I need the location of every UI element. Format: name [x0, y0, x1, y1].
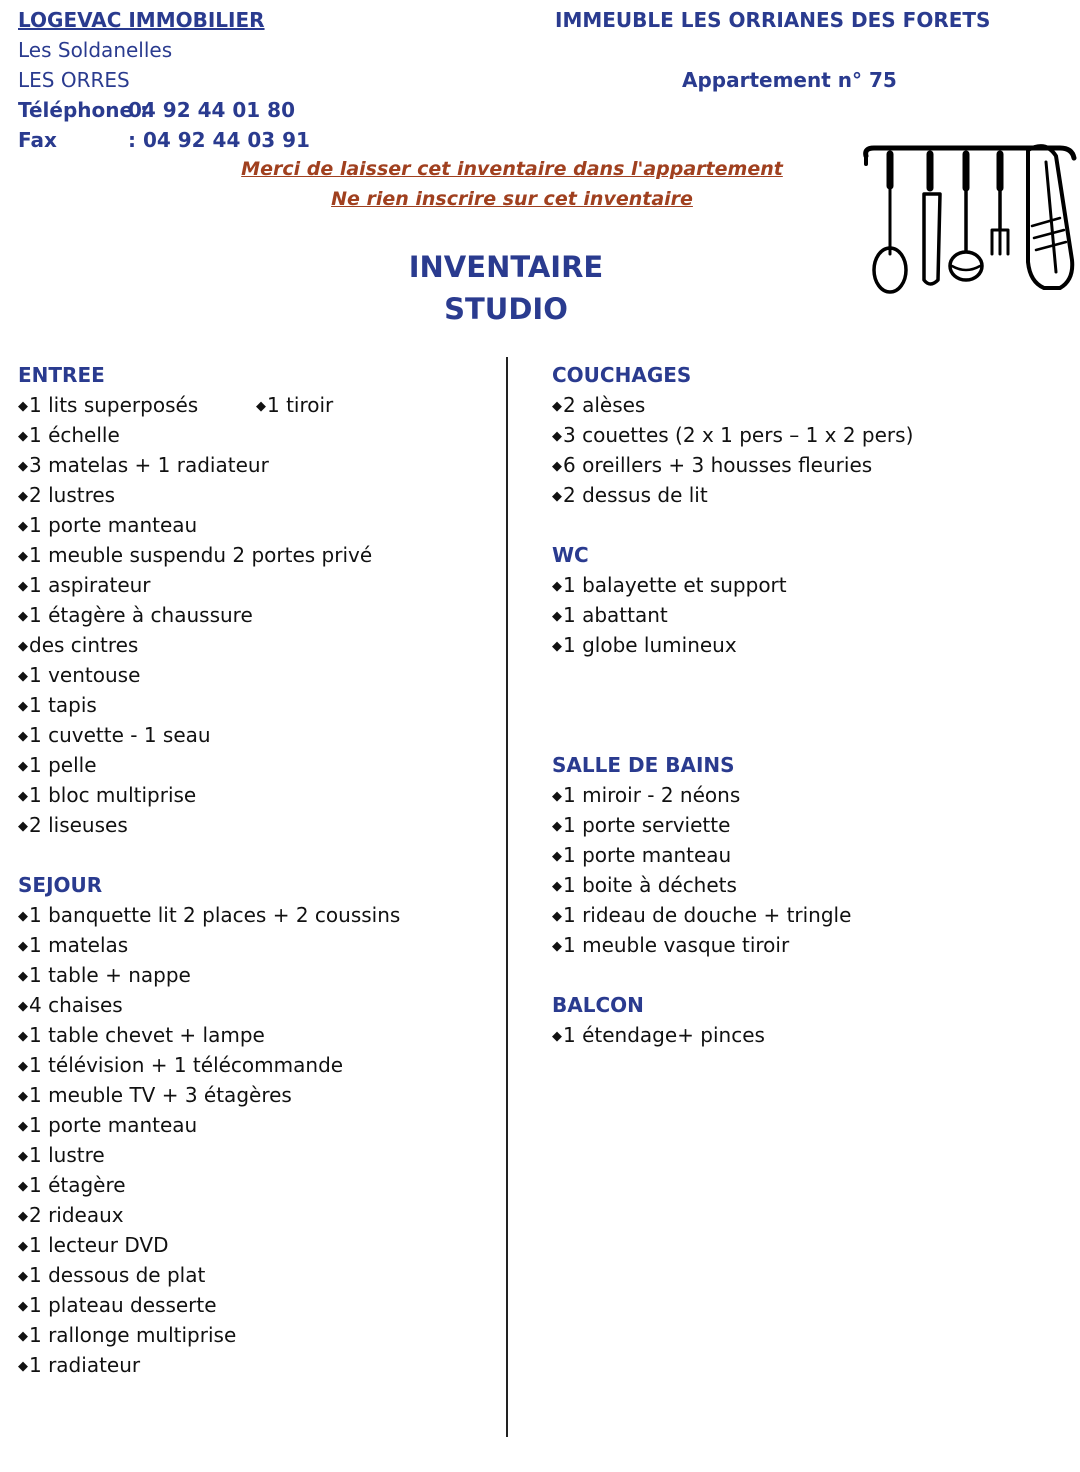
spacer: [552, 690, 1052, 720]
list-item-text: 1 banquette lit 2 places + 2 coussins: [29, 903, 401, 927]
bullet-icon: ◆: [18, 1089, 28, 1104]
list-item-text: 1 porte manteau: [29, 513, 198, 537]
section-wc: [552, 540, 1052, 660]
list-item-text: 1 pelle: [29, 753, 97, 777]
list-item-text: 1 meuble TV + 3 étagères: [29, 1083, 292, 1107]
right-column: [552, 360, 1052, 1050]
list-item-text: 3 matelas + 1 radiateur: [29, 453, 269, 477]
bullet-icon: ◆: [18, 669, 28, 684]
list-item-text: 2 rideaux: [29, 1203, 124, 1227]
phone-label: Téléphone :: [18, 98, 149, 122]
bullet-icon: ◆: [552, 579, 562, 594]
bullet-icon: ◆: [18, 1179, 28, 1194]
list-item: [552, 840, 1052, 870]
bullet-icon: ◆: [18, 459, 28, 474]
list-item: [18, 1290, 498, 1320]
list-item: [18, 930, 498, 960]
list-item: [18, 1260, 498, 1290]
list-item: [18, 780, 498, 810]
list-sejour: [18, 900, 498, 1380]
list-item: [18, 600, 498, 630]
list-item-text: 1 tiroir: [267, 393, 334, 417]
bullet-icon: ◆: [552, 879, 562, 894]
list-item-text: 1 tapis: [29, 693, 97, 717]
spacer: [552, 510, 1052, 540]
bullet-icon: ◆: [18, 789, 28, 804]
list-item-text: 1 ventouse: [29, 663, 141, 687]
list-item-text: 1 boite à déchets: [563, 873, 737, 897]
list-item: [18, 450, 498, 480]
list-item: [18, 750, 498, 780]
list-item: [18, 1200, 498, 1230]
list-item: [552, 630, 1052, 660]
bullet-icon: ◆: [18, 1209, 28, 1224]
bullet-icon: ◆: [552, 489, 562, 504]
phone-number: 04 92 44 01 80: [128, 98, 296, 122]
section-title-salle-de-bains: SALLE DE BAINS: [552, 753, 735, 777]
bullet-icon: ◆: [18, 939, 28, 954]
bullet-icon: ◆: [552, 789, 562, 804]
bullet-icon: ◆: [18, 639, 28, 654]
bullet-icon: ◆: [18, 759, 28, 774]
list-item-text: 1 meuble suspendu 2 portes privé: [29, 543, 373, 567]
bullet-icon: ◆: [552, 639, 562, 654]
apartment-number: Appartement n° 75: [682, 68, 897, 92]
list-item: [18, 1140, 498, 1170]
list-item: [18, 720, 498, 750]
list-item-text: des cintres: [29, 633, 139, 657]
list-item: [18, 1230, 498, 1260]
list-item: [552, 810, 1052, 840]
list-entree: [18, 390, 498, 840]
list-item: [552, 900, 1052, 930]
bullet-icon: ◆: [18, 579, 28, 594]
notice-keep-inventory: Merci de laisser cet inventaire dans l'appartement: [241, 158, 783, 180]
phone-line: [18, 98, 295, 122]
list-item: [18, 1110, 498, 1140]
bullet-icon: ◆: [18, 429, 28, 444]
list-item: [552, 600, 1052, 630]
section-title-couchages: COUCHAGES: [552, 363, 692, 387]
list-item: [552, 1020, 1052, 1050]
bullet-icon: ◆: [18, 699, 28, 714]
bullet-icon: ◆: [18, 609, 28, 624]
list-item: [552, 390, 1052, 420]
list-item: [18, 540, 498, 570]
bullet-icon: ◆: [18, 1299, 28, 1314]
company-name: LOGEVAC IMMOBILIER: [18, 8, 265, 32]
list-item: [18, 810, 498, 840]
page-subtitle: STUDIO: [444, 292, 568, 326]
list-item-text: 1 miroir - 2 néons: [563, 783, 741, 807]
list-item: [18, 420, 498, 450]
list-item-text: 1 télévision + 1 télécommande: [29, 1053, 344, 1077]
bullet-icon: ◆: [18, 549, 28, 564]
bullet-icon: ◆: [18, 1059, 28, 1074]
list-item-text: 1 rallonge multiprise: [29, 1323, 237, 1347]
bullet-icon: ◆: [18, 1119, 28, 1134]
bullet-icon: ◆: [552, 819, 562, 834]
section-title-wc: WC: [552, 543, 589, 567]
list-item: [18, 1020, 498, 1050]
list-item-text: 2 alèses: [563, 393, 646, 417]
left-column: [18, 360, 498, 1380]
section-title-sejour: SEJOUR: [18, 873, 103, 897]
list-item-text: 1 porte serviette: [563, 813, 731, 837]
list-item-text: 1 dessous de plat: [29, 1263, 206, 1287]
list-item: [18, 1320, 498, 1350]
bullet-icon: ◆: [18, 399, 28, 414]
section-balcon: [552, 990, 1052, 1050]
notice-do-not-write: Ne rien inscrire sur cet inventaire: [331, 188, 693, 210]
list-item-text: 1 bloc multiprise: [29, 783, 197, 807]
list-item: [18, 690, 498, 720]
list-item-text: 3 couettes (2 x 1 pers – 1 x 2 pers): [563, 423, 914, 447]
list-wc: [552, 570, 1052, 660]
list-item-text: 1 globe lumineux: [563, 633, 737, 657]
page-title: INVENTAIRE: [408, 250, 604, 284]
bullet-icon: ◆: [18, 1239, 28, 1254]
bullet-icon: ◆: [552, 429, 562, 444]
list-item: [18, 1050, 498, 1080]
list-item: [18, 630, 498, 660]
list-item-text: 1 matelas: [29, 933, 129, 957]
list-item-text: 1 lustre: [29, 1143, 105, 1167]
list-item-text: 1 lecteur DVD: [29, 1233, 169, 1257]
fax-line: [18, 128, 310, 152]
list-item: [552, 570, 1052, 600]
list-item-text: 2 dessus de lit: [563, 483, 708, 507]
list-item-text: 1 rideau de douche + tringle: [563, 903, 852, 927]
list-item-text: 1 échelle: [29, 423, 120, 447]
bullet-icon: ◆: [18, 819, 28, 834]
bullet-icon: ◆: [552, 459, 562, 474]
list-salle-de-bains: [552, 780, 1052, 960]
list-item-text: 1 table + nappe: [29, 963, 191, 987]
list-item-text: 1 étagère à chaussure: [29, 603, 253, 627]
list-item: [552, 450, 1052, 480]
list-item: [18, 1350, 498, 1380]
list-item: [18, 510, 498, 540]
section-sejour: [18, 870, 498, 1380]
bullet-icon: ◆: [18, 489, 28, 504]
list-item-text: 1 abattant: [563, 603, 668, 627]
bullet-icon: ◆: [552, 939, 562, 954]
list-item-text: 1 étagère: [29, 1173, 126, 1197]
bullet-icon: ◆: [552, 1029, 562, 1044]
bullet-icon: ◆: [18, 729, 28, 744]
bullet-icon: ◆: [18, 1359, 28, 1374]
list-couchages: [552, 390, 1052, 510]
list-item-text: 1 radiateur: [29, 1353, 141, 1377]
section-couchages: [552, 360, 1052, 510]
list-item: [552, 480, 1052, 510]
bullet-icon: ◆: [18, 519, 28, 534]
building-name: IMMEUBLE LES ORRIANES DES FORETS: [555, 8, 991, 32]
list-item-text: 1 plateau desserte: [29, 1293, 217, 1317]
list-item-text: 1 table chevet + lampe: [29, 1023, 265, 1047]
address-line-1: Les Soldanelles: [18, 38, 173, 62]
list-item: [18, 900, 498, 930]
list-item-text: 2 liseuses: [29, 813, 128, 837]
fax-label: Fax: [18, 128, 57, 152]
spacer: [18, 840, 498, 870]
bullet-icon: ◆: [18, 1149, 28, 1164]
list-item-text: 2 lustres: [29, 483, 116, 507]
bullet-icon: ◆: [18, 1269, 28, 1284]
spacer: [552, 960, 1052, 990]
list-item-text: 1 aspirateur: [29, 573, 151, 597]
list-item: [18, 1170, 498, 1200]
list-balcon: [552, 1020, 1052, 1050]
bullet-icon: ◆: [18, 999, 28, 1014]
bullet-icon: ◆: [552, 909, 562, 924]
list-item-text: 4 chaises: [29, 993, 123, 1017]
list-item: [552, 420, 1052, 450]
bullet-icon: ◆: [18, 1029, 28, 1044]
spacer: [552, 720, 1052, 750]
list-item: [18, 1080, 498, 1110]
spacer: [552, 660, 1052, 690]
kitchen-utensils-icon: [860, 142, 1080, 306]
list-item-text: 1 balayette et support: [563, 573, 787, 597]
list-item-text: 1 meuble vasque tiroir: [563, 933, 790, 957]
list-item-text: 6 oreillers + 3 housses fleuries: [563, 453, 873, 477]
bullet-icon: ◆: [18, 909, 28, 924]
list-item-entree-extra: [256, 390, 333, 420]
list-item: [18, 990, 498, 1020]
section-entree: [18, 360, 498, 840]
list-item: [18, 480, 498, 510]
address-line-2: LES ORRES: [18, 68, 130, 92]
section-salle-de-bains: [552, 750, 1052, 960]
list-item-text: 1 lits superposés: [29, 393, 199, 417]
bullet-icon: ◆: [552, 399, 562, 414]
list-item: [552, 930, 1052, 960]
list-item: [552, 870, 1052, 900]
list-item: [552, 780, 1052, 810]
bullet-icon: ◆: [256, 399, 266, 414]
bullet-icon: ◆: [18, 1329, 28, 1344]
column-divider: [506, 357, 508, 1437]
fax-number: : 04 92 44 03 91: [128, 128, 310, 152]
bullet-icon: ◆: [18, 969, 28, 984]
list-item: [18, 660, 498, 690]
list-item-text: 1 porte manteau: [29, 1113, 198, 1137]
list-item-text: 1 cuvette - 1 seau: [29, 723, 211, 747]
section-title-balcon: BALCON: [552, 993, 644, 1017]
list-item-text: 1 porte manteau: [563, 843, 732, 867]
section-title-entree: ENTREE: [18, 363, 105, 387]
list-item: [18, 960, 498, 990]
list-item-text: 1 étendage+ pinces: [563, 1023, 765, 1047]
bullet-icon: ◆: [552, 849, 562, 864]
bullet-icon: ◆: [552, 609, 562, 624]
list-item: [18, 570, 498, 600]
